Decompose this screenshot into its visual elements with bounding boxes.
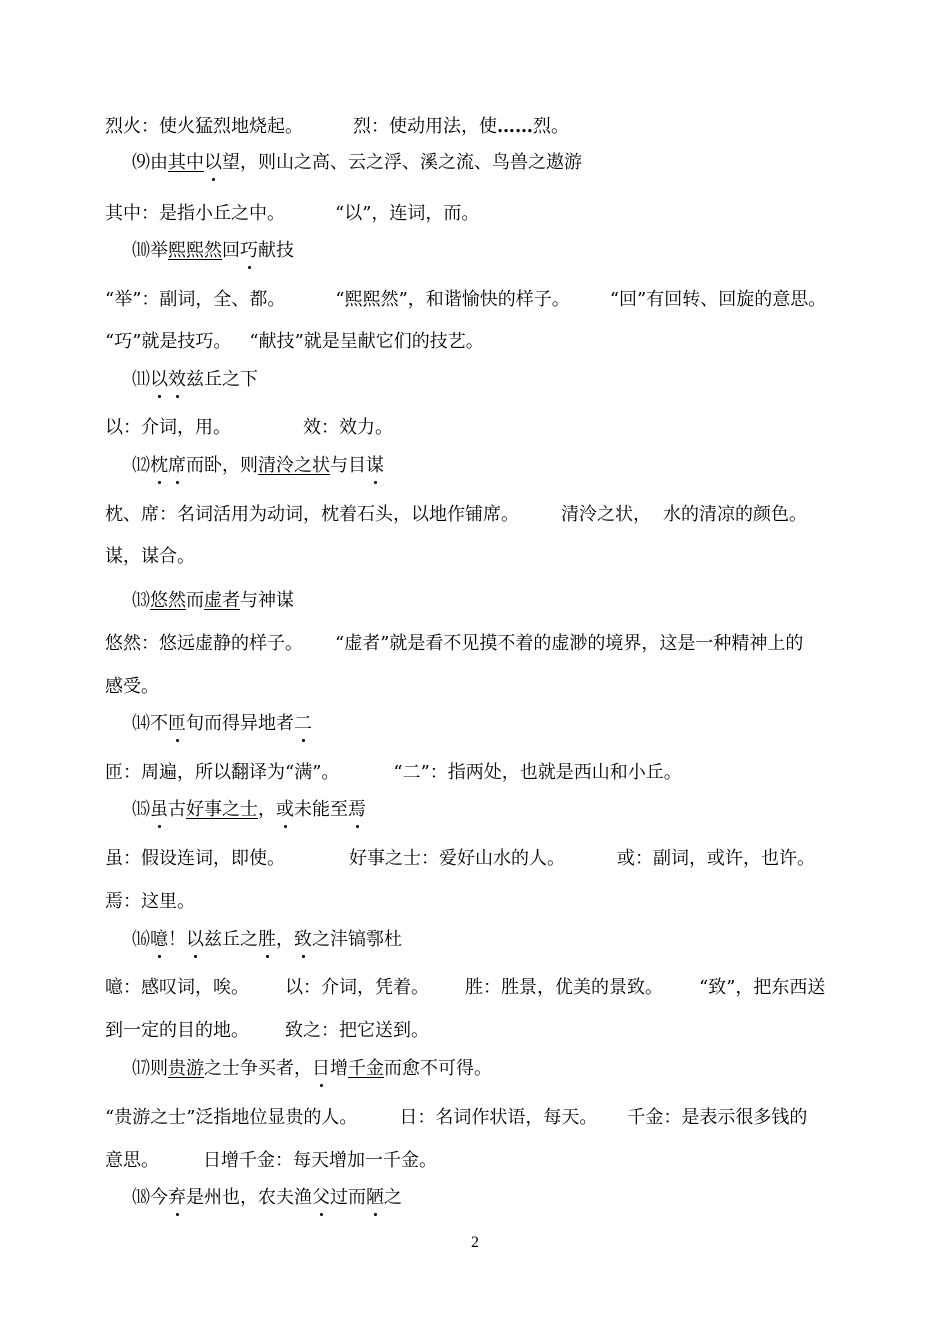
sentence-text: ， (276, 929, 294, 950)
gloss-text: “举”：副词，全、都。 (105, 289, 286, 310)
gloss-text: “以”，连词，而。 (335, 203, 480, 224)
sentence-text: ⒃ (132, 929, 150, 950)
gloss-text: 烈。 (533, 116, 569, 137)
gloss-line-15a (105, 848, 815, 870)
dotted-char: 席 (168, 455, 186, 476)
sentence-text: ⑿ (132, 455, 150, 476)
dotted-char: 弃 (168, 1187, 186, 1208)
sentence-text: 古 (168, 799, 186, 820)
gloss-line-8 (105, 116, 569, 138)
underlined-term: 悠然 (150, 590, 186, 611)
sentence-text: 之沣镐鄠杜 (312, 929, 402, 950)
gloss-line-13b (105, 676, 159, 698)
gloss-text: 感受。 (105, 676, 159, 697)
sentence-text: ⒄则 (132, 1058, 168, 1079)
dotted-char: 以 (204, 152, 222, 173)
sentence-text: ！ (168, 929, 186, 950)
gloss-text: 意思。 (105, 1150, 159, 1171)
underlined-term: 熙熙然 (168, 240, 222, 261)
gloss-line-16b (105, 1020, 429, 1042)
example-sentence-11 (132, 369, 258, 391)
dotted-char: 胜 (258, 929, 276, 950)
dotted-char: 以 (186, 929, 204, 950)
sentence-text: 与目 (330, 455, 366, 476)
sentence-text: ， (258, 799, 276, 820)
example-sentence-16 (132, 929, 402, 951)
gloss-text: 其中：是指小丘之中。 (105, 203, 285, 224)
dotted-char: 巧 (240, 240, 258, 261)
dotted-char: 焉 (348, 799, 366, 820)
gloss-text: 以：介词，用。 (105, 417, 231, 438)
sentence-text: ⒀ (132, 590, 150, 611)
sentence-text: 之 (384, 1187, 402, 1208)
gloss-line-13a (105, 633, 803, 655)
gloss-text: “献技”就是呈献它们的技艺。 (249, 331, 484, 352)
dotted-char: 枕 (150, 455, 168, 476)
gloss-text: “贵游之士”泛指地位显贵的人。 (105, 1107, 358, 1128)
gloss-line-10b (105, 331, 484, 353)
underlined-term: 虚者 (204, 590, 240, 611)
sentence-text: 旬而得异地者 (186, 713, 294, 734)
dotted-char: 效 (168, 369, 186, 390)
gloss-text: 到一定的目的地。 (105, 1020, 249, 1041)
gloss-text: 虽：假设连词，即使。 (105, 848, 285, 869)
underlined-term: 贵游 (168, 1058, 204, 1079)
sentence-text: ⒂ (132, 799, 150, 820)
gloss-text: 效：效力。 (303, 417, 393, 438)
example-sentence-17 (132, 1058, 492, 1080)
gloss-text: 胜：胜景，优美的景致。 (465, 977, 663, 998)
sentence-text: ⑾ (132, 369, 150, 390)
gloss-line-15b (105, 891, 195, 913)
gloss-text: “回”有回转、回旋的意思。 (609, 289, 827, 310)
gloss-text: 日增千金：每天增加一千金。 (203, 1150, 437, 1171)
dotted-char: 陋 (366, 1187, 384, 1208)
sentence-text: 兹丘之 (204, 929, 258, 950)
underlined-term: 其中 (168, 152, 204, 173)
dotted-char: 虽 (150, 799, 168, 820)
sentence-text: ⒅今 (132, 1187, 168, 1208)
gloss-text: 千金：是表示很多钱的 (627, 1107, 808, 1128)
gloss-line-12a (105, 504, 807, 526)
gloss-text: 日：名词作状语，每天。 (399, 1107, 598, 1128)
sentence-text: 过而 (330, 1187, 366, 1208)
gloss-text: 烈：使动用法，使 (353, 116, 497, 137)
dotted-char: 噫 (150, 929, 168, 950)
sentence-text: 献技 (258, 240, 294, 261)
gloss-text: “二”：指两处，也就是西山和小丘。 (393, 762, 682, 783)
sentence-text: 是州也，农夫渔 (186, 1187, 312, 1208)
gloss-line-12b (105, 546, 195, 568)
gloss-line-17a (105, 1107, 807, 1129)
sentence-text: 增 (330, 1058, 348, 1079)
gloss-line-11 (105, 417, 393, 439)
gloss-line-17b (105, 1150, 437, 1172)
sentence-text: 之士争买者， (204, 1058, 312, 1079)
dotted-char: 父 (312, 1187, 330, 1208)
gloss-text: “熙熙然”，和谐愉快的样子。 (335, 289, 570, 310)
sentence-text: 未能至 (294, 799, 348, 820)
sentence-text: 而愈不可得。 (384, 1058, 492, 1079)
gloss-text: “虚者”就是看不见摸不着的虚渺的境界，这是一种精神上的 (335, 633, 804, 654)
gloss-line-16a (105, 977, 825, 999)
underlined-term: 好事之士 (186, 799, 258, 820)
sentence-text: 而 (186, 590, 204, 611)
example-sentence-14 (132, 713, 312, 735)
gloss-text: 以：介词，凭着。 (285, 977, 429, 998)
sentence-text: ⑽ (132, 240, 150, 261)
gloss-text: 悠然：悠远虚静的样子。 (105, 633, 303, 654)
sentence-text: ⑼由 (132, 152, 168, 173)
gloss-text: 匝：周遍，所以翻译为“满”。 (105, 762, 340, 783)
sentence-text: 望，则山之高、云之浮、溪之流、鸟兽之遨游 (222, 152, 582, 173)
example-sentence-12 (132, 455, 384, 477)
page-number: 2 (471, 1234, 479, 1251)
gloss-text: 好事之士：爱好山水的人。 (349, 848, 565, 869)
example-sentence-9 (132, 152, 582, 174)
sentence-text: 兹丘之下 (186, 369, 258, 390)
gloss-text: 烈火：使火猛烈地烧起。 (105, 116, 303, 137)
gloss-text: 或：副词，或许，也许。 (617, 848, 815, 869)
dotted-char: 或 (276, 799, 294, 820)
gloss-text: 水的清凉的颜色。 (663, 504, 807, 525)
ellipsis: …… (497, 116, 533, 137)
sentence-text: ⒁不 (132, 713, 168, 734)
sentence-text: 回 (222, 240, 240, 261)
underlined-term: 千金 (348, 1058, 384, 1079)
sentence-text: 举 (150, 240, 168, 261)
gloss-text: 谋，谋合。 (105, 546, 195, 567)
gloss-line-9 (105, 203, 479, 225)
gloss-line-10a (105, 289, 826, 311)
dotted-char: 日 (312, 1058, 330, 1079)
gloss-text: 噫：感叹词，唉。 (105, 977, 249, 998)
dotted-char: 二 (294, 713, 312, 734)
gloss-line-14 (105, 762, 682, 784)
underlined-term: 清泠之状 (258, 455, 330, 476)
gloss-text: 清泠之状， (561, 504, 651, 525)
dotted-char: 以 (150, 369, 168, 390)
dotted-char: 谋 (366, 455, 384, 476)
gloss-text: 焉：这里。 (105, 891, 195, 912)
example-sentence-18 (132, 1187, 402, 1209)
example-sentence-10 (132, 240, 294, 262)
sentence-text: 而卧，则 (186, 455, 258, 476)
example-sentence-15 (132, 799, 366, 821)
gloss-text: “巧”就是技巧。 (105, 331, 232, 352)
dotted-char: 致 (294, 929, 312, 950)
gloss-text: 枕、席：名词活用为动词，枕着石头，以地作铺席。 (105, 504, 519, 525)
sentence-text: 与神谋 (240, 590, 294, 611)
dotted-char: 匝 (168, 713, 186, 734)
example-sentence-13 (132, 590, 294, 612)
gloss-text: “致”，把东西送 (699, 977, 826, 998)
gloss-text: 致之：把它送到。 (285, 1020, 429, 1041)
